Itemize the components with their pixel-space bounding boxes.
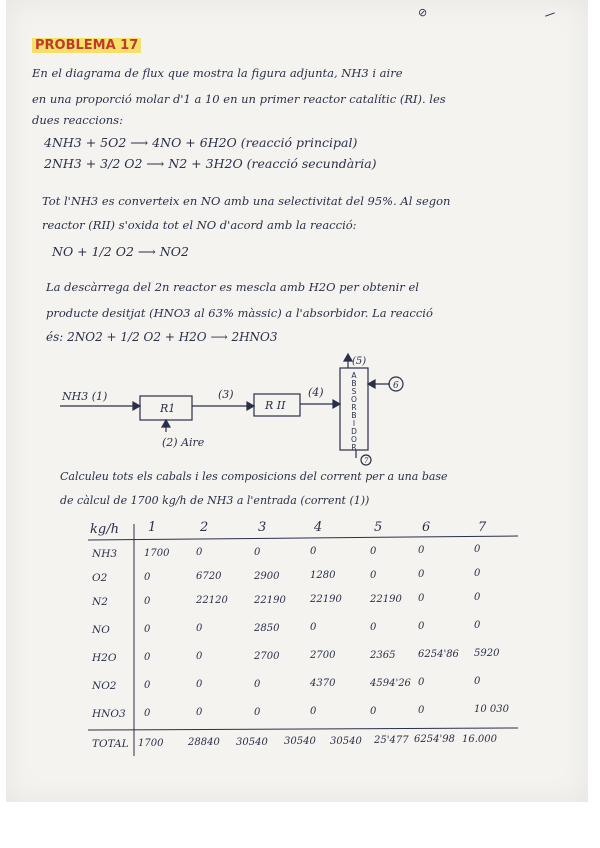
table-column-header: 2 <box>200 520 209 535</box>
table-cell: 0 <box>418 677 425 688</box>
table-cell: 22190 <box>254 594 286 606</box>
table-column-header: 6 <box>422 520 431 535</box>
table-cell: 0 <box>196 651 203 663</box>
stream1-label: NH3 (1) <box>62 390 108 403</box>
results-table <box>88 520 528 760</box>
table-row-label: TOTAL <box>92 738 129 750</box>
table-cell: 0 <box>418 545 425 556</box>
table-cell: 0 <box>144 680 151 691</box>
stream5-arrowhead <box>344 354 352 361</box>
paragraph1-line3: dues reaccions: <box>32 113 123 127</box>
table-row-label: NO2 <box>92 680 117 692</box>
table-cell: 4370 <box>310 678 336 690</box>
paragraph4-line2: de càlcul de 1700 kg/h de NH3 a l'entrada (corrent (1)) <box>60 494 370 507</box>
table-row-label: H2O <box>92 652 117 664</box>
absorber-letter: S <box>351 387 357 396</box>
top-corner-mark: ⊘ <box>418 6 428 19</box>
table-cell: 6720 <box>196 571 222 583</box>
paragraph3-line3: és: 2NO2 + 1/2 O2 + H2O ⟶ 2HNO3 <box>46 330 278 344</box>
table-cell: 5920 <box>474 648 500 660</box>
table-cell: 0 <box>370 705 377 717</box>
table-header-rule <box>88 536 518 540</box>
absorber-letter: R <box>351 403 357 412</box>
stream7-label: 7 <box>364 457 369 465</box>
paragraph4-line1: Calculeu tots els cabals i les composicions del corrent per a una base <box>60 470 448 483</box>
table-column-header: 3 <box>258 520 267 535</box>
table-cell: 0 <box>254 546 261 558</box>
table-cell: 0 <box>474 676 481 688</box>
paragraph2-line2: reactor (RII) s'oxida tot el NO d'acord amb la reacció: <box>42 218 357 232</box>
stream6-label: 6 <box>393 381 399 391</box>
table-row-label: NH3 <box>92 548 118 560</box>
table-cell: 0 <box>144 572 151 583</box>
paragraph2-line1: Tot l'NH3 es converteix en NO amb una selectivitat del 95%. Al segon <box>42 194 451 208</box>
table-cell: 0 <box>144 596 151 607</box>
table-cell: 0 <box>418 593 425 604</box>
stream4-arrowhead <box>333 400 340 408</box>
reactor-r1-label: R1 <box>160 402 176 415</box>
table-cell: 16.000 <box>462 733 497 745</box>
stream3-label: (3) <box>218 388 234 401</box>
table-cell: 0 <box>144 708 151 719</box>
table-cell: 0 <box>310 546 317 558</box>
table-cell: 30540 <box>284 736 316 748</box>
absorber-letter: B <box>351 379 357 388</box>
absorber-letter: B <box>351 411 357 420</box>
table-cell: 0 <box>144 652 151 663</box>
table-cell: 25'477 <box>374 735 409 746</box>
paragraph3-line2: producte desitjat (HNO3 al 63% màssic) a l'absorbidor. La reacció <box>46 306 433 320</box>
reaction-secondary: 2NH3 + 3/2 O2 ⟶ N2 + 3H2O (reacció secundària) <box>44 156 377 171</box>
table-cell: 0 <box>310 706 317 718</box>
table-cell: 0 <box>254 706 261 718</box>
absorber-letter: O <box>351 435 357 444</box>
stream2-label: (2) Aire <box>162 436 205 449</box>
stream1-arrowhead <box>133 402 140 410</box>
table-cell: 30540 <box>236 736 268 748</box>
absorber-letter: R <box>351 443 357 452</box>
table-cell: 0 <box>196 679 203 691</box>
table-cell: 22190 <box>370 593 402 605</box>
table-cell: 0 <box>310 622 317 634</box>
table-cell: 0 <box>474 568 481 580</box>
reaction-oxidation: NO + 1/2 O2 ⟶ NO2 <box>52 244 189 259</box>
table-cell: 0 <box>474 620 481 632</box>
table-cell: 4594'26 <box>370 677 411 689</box>
problem-title: PROBLEMA 17 <box>32 38 141 53</box>
reaction-main: 4NH3 + 5O2 ⟶ 4NO + 6H2O (reacció principal) <box>44 135 358 150</box>
table-cell: 0 <box>196 707 203 719</box>
table-cell: 0 <box>370 621 377 633</box>
table-cell: 0 <box>474 592 481 604</box>
absorber-letter: A <box>351 371 357 380</box>
paragraph1-line2: en una proporció molar d'1 a 10 en un primer reactor catalític (RI). les <box>32 92 446 106</box>
table-column-header: 5 <box>374 520 383 535</box>
table-cell: 2365 <box>370 649 396 661</box>
table-cell: 6254'86 <box>418 649 459 660</box>
reactor-r2-label: R II <box>265 399 286 412</box>
table-cell: 0 <box>418 705 425 716</box>
stream5-label: (5) <box>352 356 367 367</box>
stream2-arrowhead <box>162 420 170 427</box>
table-cell: 2700 <box>254 650 280 662</box>
table-row-label: O2 <box>92 572 108 584</box>
paragraph1-line1: En el diagrama de flux que mostra la figura adjunta, NH3 i aire <box>32 66 403 80</box>
table-cell: 0 <box>254 678 261 690</box>
table-cell: 0 <box>196 547 203 559</box>
absorber-letter: D <box>351 427 357 436</box>
table-cell: 6254'98 <box>414 734 455 746</box>
table-corner-label: kg/h <box>90 522 119 537</box>
table-column-header: 4 <box>314 520 323 535</box>
table-cell: 0 <box>370 569 377 581</box>
paragraph3-line1: La descàrrega del 2n reactor es mescla amb H2O per obtenir el <box>46 280 419 294</box>
table-column-header: 1 <box>148 520 157 535</box>
stream3-arrowhead <box>247 402 254 410</box>
absorber-letter: O <box>351 395 357 404</box>
table-cell: 22190 <box>310 594 342 606</box>
table-cell: 0 <box>196 623 203 635</box>
table-cell: 2850 <box>254 622 280 634</box>
stream4-label: (4) <box>308 386 324 399</box>
table-cell: 10 030 <box>474 704 509 716</box>
table-cell: 2900 <box>254 570 280 582</box>
table-cell: 1700 <box>144 548 170 559</box>
table-cell: 0 <box>370 545 377 557</box>
table-column-header: 7 <box>478 520 487 535</box>
table-row-label: NO <box>92 624 110 636</box>
table-row-label: N2 <box>92 596 108 608</box>
table-cell: 0 <box>144 624 151 635</box>
table-cell: 28840 <box>188 737 220 749</box>
table-cell: 2700 <box>310 650 336 662</box>
stream6-arrowhead <box>368 380 375 388</box>
table-cell: 0 <box>418 621 425 632</box>
table-cell: 1700 <box>138 738 164 749</box>
table-cell: 30540 <box>330 735 362 747</box>
absorber-letter: I <box>352 419 356 428</box>
table-cell: 0 <box>474 544 481 556</box>
table-cell: 0 <box>418 569 425 580</box>
table-total-rule <box>88 728 518 730</box>
table-cell: 22120 <box>196 595 228 607</box>
table-cell: 1280 <box>310 570 336 582</box>
table-row-label: HNO3 <box>92 708 126 720</box>
